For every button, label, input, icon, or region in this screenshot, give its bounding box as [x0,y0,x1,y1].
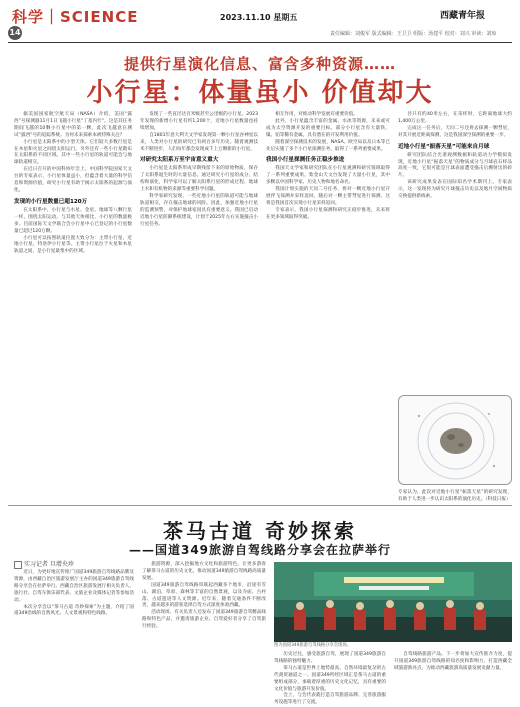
paragraph: 在近日召开的中国科协年会上，中国科学院国家天文台的专家表示，小行星体量虽小，但蕴含着大量的科学信息和资源价值，研究小行星有助于揭示太阳系的起源与演化。 [14,167,132,193]
paragraph: 研究团队结合光谱观测数据和轨道动力学模拟发现，近地小行星“振落天星”的物质成分与月球岩石样品高度一致，它很可能是月球表面遭受撞击后溅射出的碎片。 [398,152,512,179]
paragraph: 随着深空探测技术的发展，NASA、欧空局以及日本等已先后实施了多个小行星探测任务，取得了一系列重要成果。 [266,139,390,152]
header-divider [8,42,512,43]
byline-text: 实习记者 旦增央珍 [24,561,74,568]
paragraph: 完成这一任务后，天问二号还将去探测一颗彗星，对其开展近距离探测，这是我国深空探测的重要一步。 [398,125,512,138]
paragraph: 此外，小行星蕴含丰富的金属、水冰等资源，未来或可成为太空资源开发的重要目标。部分小行星含有大量铁、镍、铂等稀有金属，具有潜在的开发利用价值。 [266,118,390,138]
issue-date: 2023.11.10 星期五 [220,13,298,22]
subheading: 对研究太阳系万至宇宙意义重大 [140,157,219,164]
paragraph: 小行星可以按照轨道位置大致分为：主带小行星、近地小行星、特洛伊小行星等。主带小行星位于火星和木星轨道之间，是小行星最集中的区域。 [14,235,132,255]
paragraph: 旅游资源，深入挖掘地方文化和旅游特色，让更多游客了解茶马古道的历史文化，推动国道349旅游自驾线路高质量发展。 [142,562,266,581]
paragraph: 科学家研究发现，一些近地小行星的轨道可能与地球轨道相交，存在撞击地球的风险。因此，加强近地小行星的监测预警，对保护地球家园具有重要意义。我国已启动近地小行星防御系统建设，计划于2025年左右实施撞击小行星任务。 [140,194,258,227]
paragraph: 小行星是太阳系形成早期残留下来的原始物质，保存了太阳系诞生时的大量信息。通过研究小行星的成分、结构和演化，科学家可以了解太阳系行星的形成过程、地球上水和有机物的来源等重要科学问题。 [140,166,258,193]
paragraph: 历史过往，感受旅游自驾，展现了国道349旅游自驾线路的独特魅力。 [274,652,386,664]
page-number: 14 [8,26,22,40]
byline [14,559,74,569]
byline-icon [14,561,22,569]
illustration-caption: 专家认为，此次对近地小行星“振落天星”的研究发现，有助于人类进一步认识太阳系的演化历史。（科技日报） [398,490,512,502]
article-kicker: 提供行星演化信息、富含多种资源…… [123,55,396,73]
event-photo-image [274,562,512,642]
subheading: 近地小行星“振落天星”可能来自月球 [398,143,490,150]
article-column-4 [398,112,512,392]
tea-article-headline: 茶马古道 奇妙探索 [163,519,357,543]
subheading: 发现的小行星数量已超120万 [14,198,88,205]
subheading: 我国小行星探测任务正稳步推进 [266,157,345,164]
paragraph: 会上，与会代表就打造自驾旅游品牌、完善旅游服务设施等进行了交流。 [274,693,386,706]
paragraph: 茶马古道是世界上地势最高、自然环境最复杂的古代商贸通道之一。国道349所经区域正是茶马古道的重要组成部分，承载着厚重的历史文化记忆，具有重要的文化价值与旅游开发价值。 [274,665,386,692]
tea-column-4 [394,652,512,698]
paragraph: 在太阳系中，小行星与水星、金星、地球等八颗行星一样，围绕太阳运动。与其他天体相比，小行星的数量极多。目前国际天文学联合会小行星中心已登记的小行星数量已超过120万颗。 [14,207,132,234]
paragraph: 自驾线路旅游产品。下一步将加大宣传推介力度，提升国道349旅游自驾线路的知名度和影响力，打造西藏全域旅游新亮点，为推动西藏旅游高质量发展贡献力量。 [394,652,512,671]
paragraph: 径只有约40米左右，在采样时，它距离地球大约1,400万公里。 [398,112,512,124]
editor-credits: 责任编辑：刘俊军 版式编辑：王卫卫 组版：汤建平 校对：刘兴 审读：刘琼 [330,31,497,37]
paragraph: 专家表示，我国小行星探测和研究正稳步推进，未来将在更多领域取得突破。 [266,207,390,220]
paragraph: 我国计划实施的天问二号任务，将对一颗近地小行星开展伴飞探测并采样返回，随后对一颗主带彗星进行探测。这将是我国首次实现小行星采样返回。 [266,187,390,206]
paragraph: 国道349旅游自驾线路串联起西藏多个地市，沿途有雪山、湖泊、草原、森林等丰富的自然景观，以及寺庙、古村落、古道遗迹等人文资源。近年来，随着交通条件不断改善，越来越多的游客选择自驾方式深度体验西藏。 [142,582,266,609]
tea-column-1 [14,570,134,696]
tea-article-subtitle: ——国道349旅游自驾线路分享会在拉萨举行 [128,543,392,557]
section-title: 科学｜SCIENCE [12,8,139,26]
paragraph: 相互作用，对推动科学发展有重要价值。 [275,112,358,117]
newspaper-masthead: 西藏青年报 [440,11,486,21]
photo-caption: 图为国道349旅游自驾线路分享会现场。 [274,643,351,648]
asteroid-icon [399,396,513,486]
paragraph: 自1801年意大利天文学家发现第一颗小行星谷神星以来，人类对小行星的研究已有两百多年历史。随着观测技术不断进步，人们每年都会发现成千上万颗新的小行星。 [140,132,258,152]
paragraph: 该研究成果发表在国际知名学术期刊上。专家表示，这一发现将为研究月球撞击历史以及地月空间物质交换提供新线索。 [398,180,512,200]
tea-column-2 [142,562,266,696]
paragraph: 活动现场，有关负责人还发布了国道349旅游自驾精品线路和特色产品，并邀请旅游企业、自驾爱好者分享了自驾旅行经验。 [142,610,266,630]
section-divider [8,505,512,506]
paragraph: 小行星是太阳系中的小型天体。它们较大多数行星是在木星和火星之间绕太阳运行。另外还有一些小行星散布在太阳系的不同区域。其中一些小行星的轨道可能会与地球轨道相交。 [14,139,132,166]
article-column-1 [14,112,132,502]
paragraph: 本次分享会以“茶马古道 奇妙探索”为主题，介绍了国道349沿线的自然风光、人文景观和特色线路。 [14,604,134,617]
asteroid-illustration [398,395,512,485]
tea-column-3 [274,652,386,706]
event-photo [274,562,512,642]
paragraph: 近日，为更好地宣传推广国道349旅游自驾线路品牌及资源，由西藏自治区旅游发展厅主办的国道349旅游自驾线路分享会在拉萨举行。西藏自治区旅游发展厅相关负责人、旅行社、自驾车俱乐部代表、文旅企业及媒体记者等参加活动。 [14,570,134,603]
article-headline: 小行星：体量虽小 价值却大 [86,78,434,108]
paragraph: 发现了一些直径达百米级甚至公里级的小行星。2023年发现的新增小行星有约1,200个，近地小行星数量也持续增加。 [140,112,258,131]
page-header [0,0,520,44]
paragraph: 我国天文学家和研究团队在小行星观测和研究领域取得了一系列重要成果。紫金山天文台发现了大量小行星，其中多颗以中国科学家、历史人物和地名命名。 [266,166,390,186]
article-column-2 [140,112,258,502]
article-column-3 [266,112,390,502]
paragraph: 据美国国家航空航天局（NASA）介绍，美国“露西”号探测器11月1日飞越小行星“丁基内什”。这是其任务期间飞越的10颗小行星中的第一颗，此次飞越意在测试“露西”号的追踪系统。为何未来探索本被特殊关注？ [14,112,132,138]
